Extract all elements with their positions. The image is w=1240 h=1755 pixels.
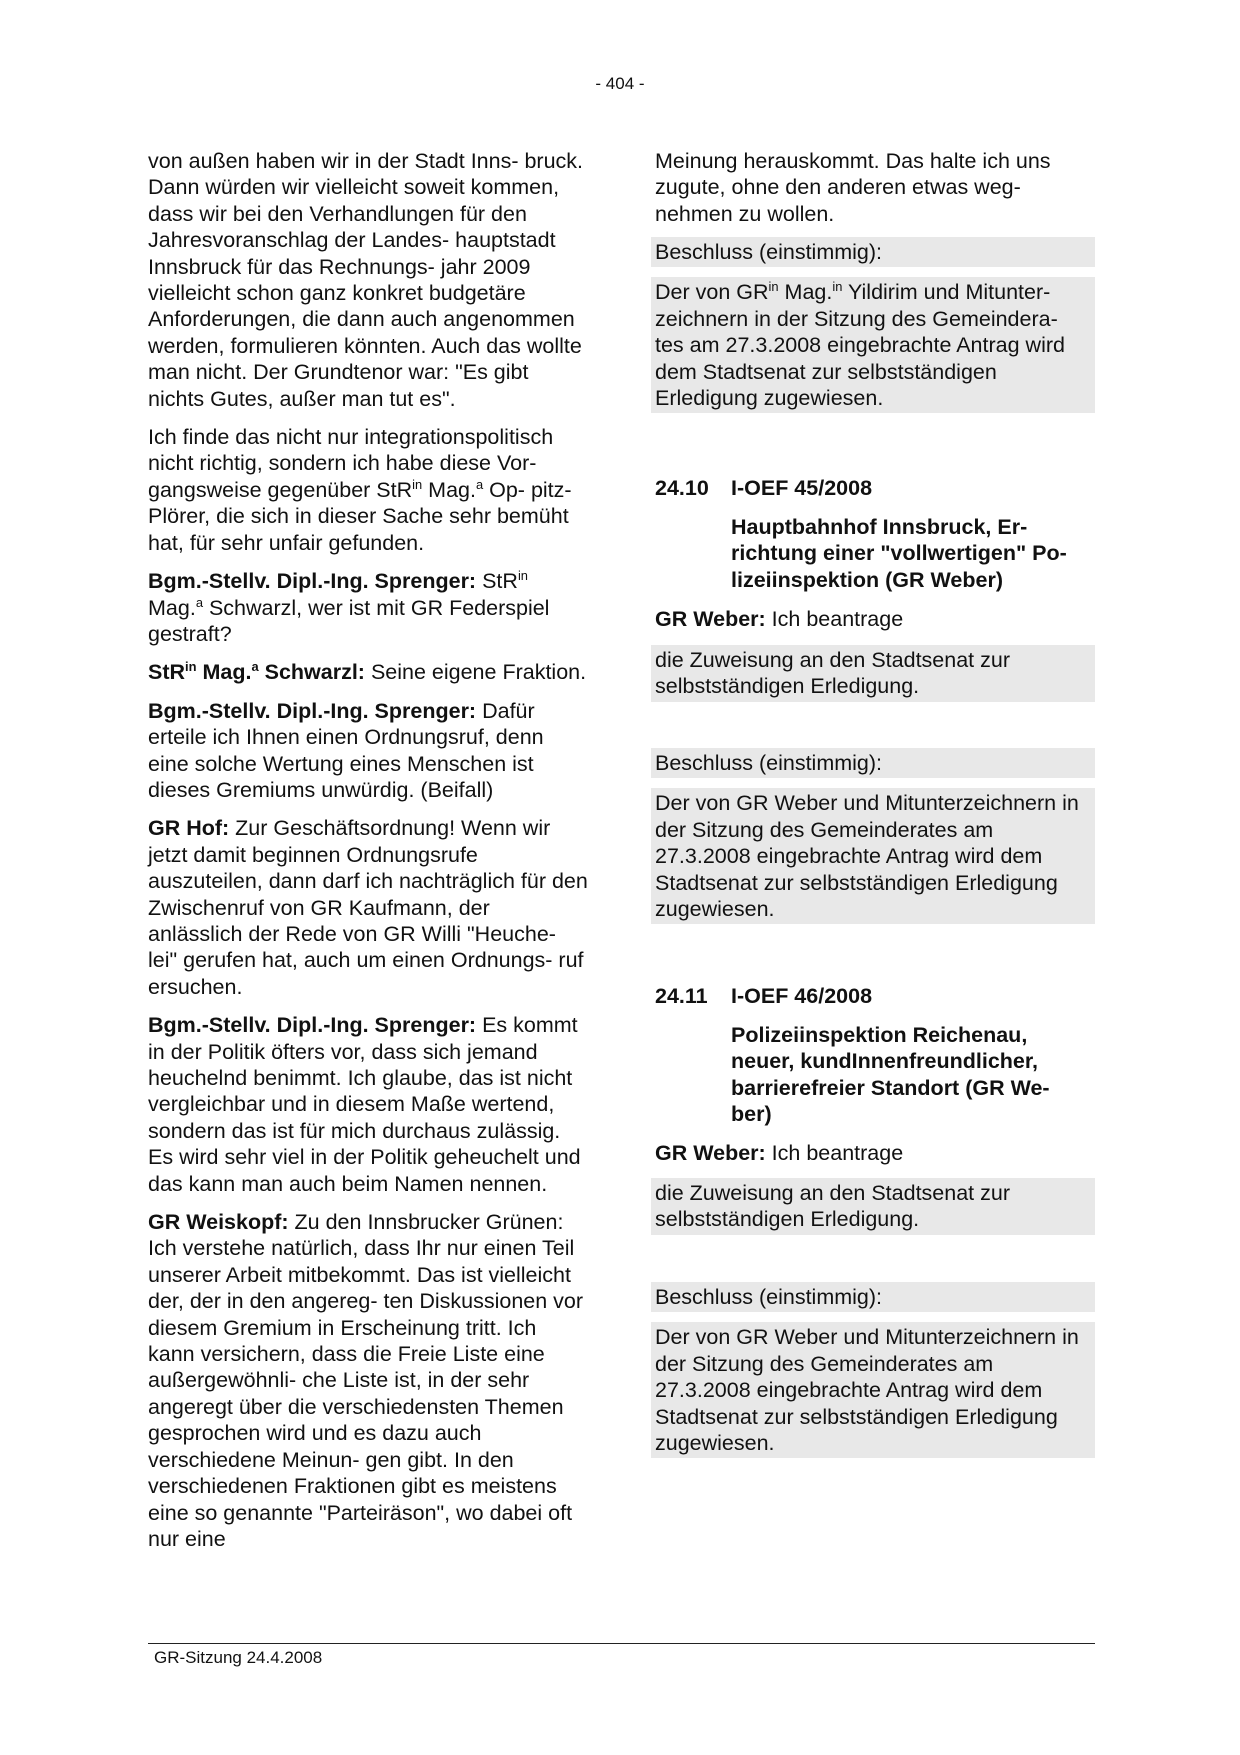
speaker-name: GR Weiskopf: xyxy=(148,1210,289,1235)
motion-text: die Zuweisung an den Stadtsenat zur selbstständigen Erledigung. xyxy=(655,648,1010,699)
speaker-name: GR Weber: xyxy=(655,1141,766,1165)
superscript: a xyxy=(251,659,259,675)
agenda-item-24-11 xyxy=(655,984,1095,1127)
motion-text: die Zuweisung an den Stadtsenat zur selbstständigen Erledigung. xyxy=(655,1181,1010,1232)
resolution-title-box xyxy=(651,1282,1095,1312)
left-column xyxy=(148,148,588,1564)
speech xyxy=(148,568,588,647)
superscript: a xyxy=(195,594,203,610)
speaker-part: Mag. xyxy=(196,660,252,685)
speech-text: Ich beantrage xyxy=(765,607,904,631)
speech-text: Ich beantrage xyxy=(765,1141,904,1165)
paragraph: Meinung herauskommt. Das halte ich uns zugute, ohne den anderen etwas weg- nehmen zu wollen. xyxy=(655,149,1051,226)
superscript: a xyxy=(475,476,484,492)
text-run: Mag. xyxy=(422,477,476,502)
speaker-name: Bgm.-Stellv. Dipl.-Ing. Sprenger: xyxy=(148,1013,477,1038)
speech xyxy=(148,1012,588,1197)
motion-box xyxy=(651,1178,1095,1235)
resolution-title: Beschluss (einstimmig): xyxy=(655,240,882,264)
speech-text: Zur Geschäftsordnung! Wenn wir jetzt damit beginnen Ordnungsrufe auszuteilen, dann darf ich nachträglich für den Zwischenruf von GR Kaufmann, der anlässlich der Rede von GR Willi "Heuche- lei" gerufen hat, auch um einen Ordnungs- ruf ersuchen. xyxy=(148,816,588,999)
resolution-title-box xyxy=(651,748,1095,778)
item-title: Hauptbahnhof Innsbruck, Er- richtung einer "vollwertigen" Po- lizeiinspektion (GR Weber) xyxy=(731,515,1067,592)
footer-text: GR-Sitzung 24.4.2008 xyxy=(154,1648,323,1667)
resolution-block xyxy=(655,748,1095,924)
text-run: Ich finde das nicht nur integrationspolitisch nicht richtig, sondern ich habe diese Vor- gangsweise gegenüber StR xyxy=(148,425,554,502)
resolution-text-box xyxy=(651,1322,1095,1458)
speech-text: Zu den Innsbrucker Grünen: Ich verstehe natürlich, dass Ihr nur einen Teil unserer Arbeit mitbekommt. Das ist vielleicht der, der in den angereg- ten Diskussionen vor diesem Gremium in Erscheinung tritt. Ich kann versichern, dass die Freie Liste eine außergewöhnli- che Liste ist, in der sehr angeregt über die verschiedensten Themen gesprochen wird und es dazu auch verschiedene Meinun- gen gibt. In den verschiedenen Fraktionen gibt es meistens eine so genannte "Parteiräson", wo dabei oft nur eine xyxy=(148,1210,584,1551)
speech xyxy=(148,659,588,685)
resolution-text: Der von GR Weber und Mitunterzeichnern in der Sitzung des Gemeinderates am 27.3.2008 eingebrachte Antrag wird dem Stadtsenat zur selbstständigen Erledigung zugewiesen. xyxy=(655,791,1079,922)
superscript: in xyxy=(768,279,779,295)
speaker-name: Bgm.-Stellv. Dipl.-Ing. Sprenger: xyxy=(148,569,477,594)
resolution-title: Beschluss (einstimmig): xyxy=(655,751,882,775)
speaker-name xyxy=(148,660,365,684)
paragraph: von außen haben wir in der Stadt Inns- bruck. Dann würden wir vielleicht soweit kommen, dass wir bei den Verhandlungen für den Jahresvoranschlag der Landes- hauptstadt Innsbruck für das Rechnungs- jahr 2009 vielleicht schon ganz konkret budgetäre Anforderungen, die dann auch angenommen werden, formulieren könnten. Auch das wollte man nicht. Der Grundtenor war: "Es gibt nichts Gutes, außer man tut es". xyxy=(148,149,584,411)
speaker-name: GR Weber: xyxy=(655,607,766,631)
right-continuation xyxy=(655,148,1095,227)
speech xyxy=(655,606,1095,632)
resolution-block xyxy=(655,1282,1095,1458)
resolution-title: Beschluss (einstimmig): xyxy=(655,1285,882,1309)
superscript: in xyxy=(832,279,843,295)
resolution-text-box xyxy=(651,277,1095,413)
motion-block xyxy=(655,645,1095,702)
agenda-item-24-10 xyxy=(655,476,1095,592)
item-code: I-OEF 45/2008 xyxy=(731,476,873,500)
text-run: StR xyxy=(476,569,518,594)
item-number: 24.10 xyxy=(655,476,709,500)
speech-text: Dafür erteile ich Ihnen einen Ordnungsruf, denn eine solche Wertung eines Menschen ist dieses Gremiums unwürdig. (Beifall) xyxy=(148,698,544,802)
speech-text: Es kommt in der Politik öfters vor, dass sich jemand heuchelnd benimmt. Ich glaube, das ist nicht vergleichbar und in diesem Maße wertend, sondern das ist für mich durchaus zulässig. Es wird sehr viel in der Politik geheuchelt und das kann man auch beim Namen nennen. xyxy=(148,1013,581,1196)
speaker-part: Schwarzl: xyxy=(258,660,365,685)
resolution-block xyxy=(655,237,1095,413)
superscript: in xyxy=(517,567,528,583)
text-run: Der von GR xyxy=(655,280,769,305)
text-run: Mag. xyxy=(778,280,833,305)
motion-box xyxy=(651,645,1095,702)
item-code: I-OEF 46/2008 xyxy=(731,984,873,1008)
speech xyxy=(148,698,588,804)
text-run: Yildirim und Mitunter- zeichnern in der Sitzung des Gemeindera- tes am 27.3.2008 eingebrachte Antrag wird dem Stadtsenat zur selbstständigen Erledigung zugewiesen. xyxy=(655,280,1065,411)
speaker-part: StR xyxy=(148,660,186,685)
paragraph xyxy=(148,424,588,556)
resolution-text xyxy=(655,279,1091,411)
item-title: Polizeiinspektion Reichenau, neuer, kundInnenfreundlicher, barrierefreier Standort (GR We- ber) xyxy=(731,1023,1050,1127)
speaker-name: GR Hof: xyxy=(148,816,230,841)
resolution-text: Der von GR Weber und Mitunterzeichnern in der Sitzung des Gemeinderates am 27.3.2008 eingebrachte Antrag wird dem Stadtsenat zur selbstständigen Erledigung zugewiesen. xyxy=(655,1325,1079,1456)
resolution-text-box xyxy=(651,788,1095,924)
superscript: in xyxy=(185,659,197,675)
text-run: Op- pitz-Plörer, die sich in dieser Sache sehr bemüht hat, für sehr unfair gefunden. xyxy=(148,477,572,555)
page-number: - 404 - xyxy=(595,74,645,93)
motion-block xyxy=(655,1178,1095,1235)
superscript: in xyxy=(412,476,423,492)
text-run: Schwarzl, wer ist mit GR Federspiel gestraft? xyxy=(148,595,550,646)
item-number: 24.11 xyxy=(655,984,708,1008)
speech xyxy=(148,815,588,1000)
speech xyxy=(148,1209,588,1552)
speech xyxy=(655,1140,1095,1166)
text-run: Mag. xyxy=(148,595,196,620)
speech-text: Seine eigene Fraktion. xyxy=(364,660,587,685)
footer-divider xyxy=(148,1643,1095,1644)
speaker-name: Bgm.-Stellv. Dipl.-Ing. Sprenger: xyxy=(148,698,477,723)
resolution-title-box xyxy=(651,237,1095,267)
